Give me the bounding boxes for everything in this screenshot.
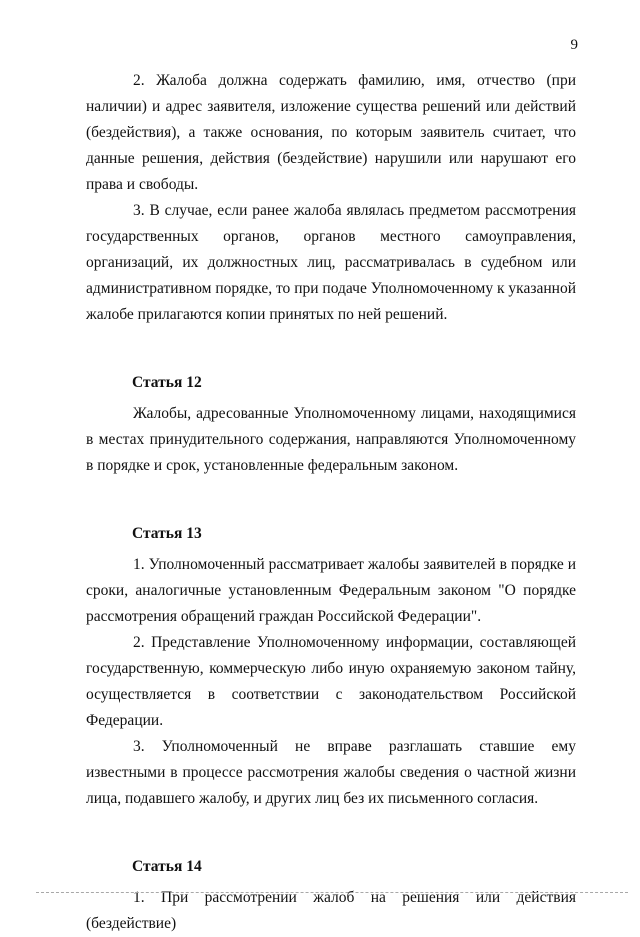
article-heading-12: Статья 12 — [132, 374, 202, 391]
paragraph-article12: Жалобы, адресованные Уполномоченному лицами, находящимися в местах принудительного содержания, направляются Уполномоченному в порядке и срок, установленные федеральным законом. — [86, 405, 576, 474]
article-heading-13: Статья 13 — [132, 525, 202, 542]
paragraph-article14-part1: 1. При рассмотрении жалоб на решения или действия (бездействие) — [86, 889, 576, 932]
document-body — [86, 68, 576, 937]
paragraph-article11-part2: 2. Жалоба должна содержать фамилию, имя, отчество (при наличии) и адрес заявителя, изложение существа решений или действий (бездействия), а также основания, по которым заявитель считает, что данные решения, действия (бездействие) нарушили или нарушают его права и свободы. — [86, 72, 576, 193]
paragraph-article11-part3: 3. В случае, если ранее жалоба являлась предметом рассмотрения государственных органов, органов местного самоуправления, организаций, их должностных лиц, рассматривалась в судебном или административном порядке, то при подаче Уполномоченному к указанной жалобе прилагаются копии принятых по ней решений. — [86, 202, 576, 323]
page-number: 9 — [570, 37, 578, 53]
paragraph-article13-part2: 2. Представление Уполномоченному информации, составляющей государственную, коммерческую либо иную охраняемую законом тайну, осуществляется в соответствии с законодательством Российской Федерации. — [86, 634, 576, 729]
paragraph-article13-part3: 3. Уполномоченный не вправе разглашать ставшие ему известными в процессе рассмотрения жалобы сведения о частной жизни лица, подавшего жалобу, и других лиц без их письменного согласия. — [86, 738, 576, 807]
paragraph-article13-part1: 1. Уполномоченный рассматривает жалобы заявителей в порядке и сроки, аналогичные установленным Федеральным законом "О порядке рассмотрения обращений граждан Российской Федерации". — [86, 556, 576, 625]
scan-edge-divider — [36, 892, 628, 893]
article-heading-14: Статья 14 — [132, 858, 202, 875]
